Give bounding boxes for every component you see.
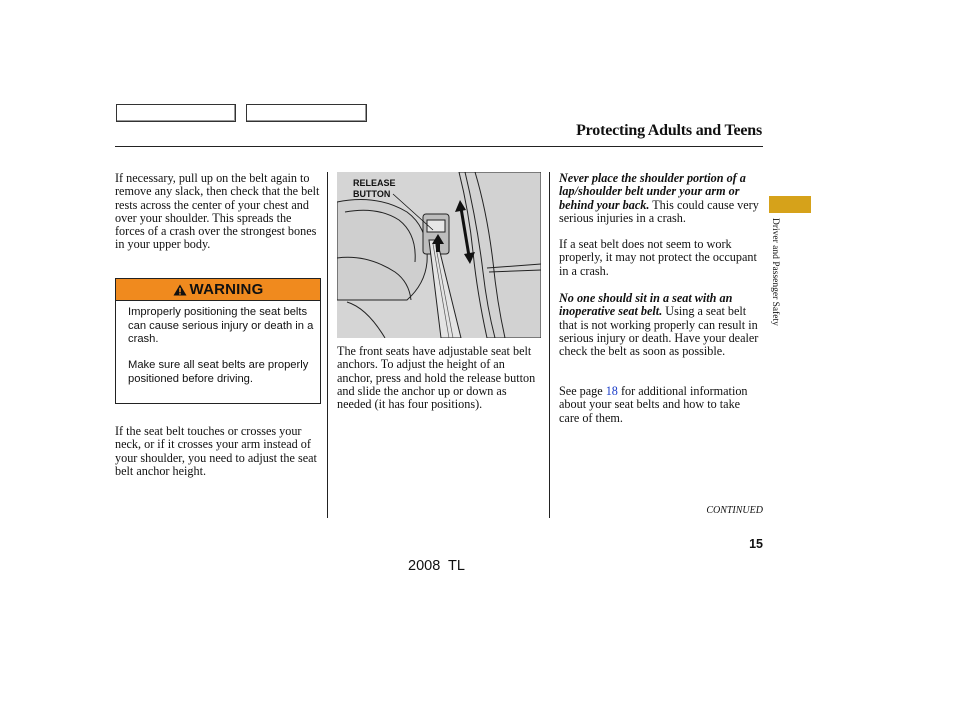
figure-label-line2: BUTTON: [353, 189, 391, 199]
column-divider: [549, 172, 550, 518]
warning-box: [115, 278, 321, 404]
belt-malfunction-paragraph: If a seat belt does not seem to work properly, it may not protect the occupant in a crash.: [559, 237, 757, 278]
section-label: Driver and Passenger Safety: [770, 218, 780, 326]
anchor-adjust-paragraph: The front seats have adjustable seat belt anchors. To adjust the height of an anchor, press and hold the release button and slide the anchor up or down as needed (it has four positions).: [337, 344, 536, 412]
see-page-paragraph: [559, 385, 759, 425]
warning-header: [116, 279, 320, 301]
seat-belt-anchor-illustration: [337, 172, 541, 338]
closing-paragraph: If the seat belt touches or crosses your neck, or if it crosses your arm instead of your shoulder, you need to adjust the seat belt anchor height.: [115, 424, 317, 478]
see-page-prefix: See page: [559, 384, 606, 398]
inoperative-belt-paragraph: [559, 292, 763, 358]
warning-label: WARNING: [189, 281, 264, 298]
nav-button-next[interactable]: [246, 104, 367, 122]
warning-text-2: Make sure all seat belts are properly positioned before driving.: [128, 359, 309, 385]
release-button-label: [353, 178, 396, 200]
inoperative-belt-rest: Using a seat belt that is not working properly can result in serious injury or death. Have your dealer check the belt as soon as possible.: [559, 304, 759, 359]
title-divider: [115, 146, 763, 147]
continued-label: CONTINUED: [706, 505, 763, 516]
footer-model: 2008 TL: [408, 558, 465, 574]
see-page-suffix: for additional information about your seat belts and how to take care of them.: [559, 384, 748, 425]
page-18-link[interactable]: 18: [605, 384, 618, 398]
section-tab: [769, 196, 811, 213]
column-divider: [327, 172, 328, 518]
page-title: Protecting Adults and Teens: [576, 122, 762, 139]
figure-label-line1: RELEASE: [353, 178, 396, 188]
intro-paragraph: If necessary, pull up on the belt again to remove any slack, then check that the belt rests across the center of your chest and over your shoulder. This spreads the forces of a crash over the strongest bones in your upper body.: [115, 171, 320, 252]
shoulder-belt-warning-paragraph: [559, 172, 765, 225]
warning-text-1: Improperly positioning the seat belts can cause serious injury or death in a crash.: [128, 306, 314, 345]
shoulder-belt-emphasis: Never place the shoulder portion of a lap/shoulder belt under your arm or behind your back.: [559, 171, 746, 212]
page-number: 15: [749, 537, 763, 551]
warning-icon: [173, 284, 187, 296]
inoperative-belt-emphasis: No one should sit in a seat with an inoperative seat belt.: [559, 291, 733, 319]
nav-button-previous[interactable]: [116, 104, 236, 122]
shoulder-belt-rest: This could cause very serious injuries in a crash.: [559, 197, 759, 225]
